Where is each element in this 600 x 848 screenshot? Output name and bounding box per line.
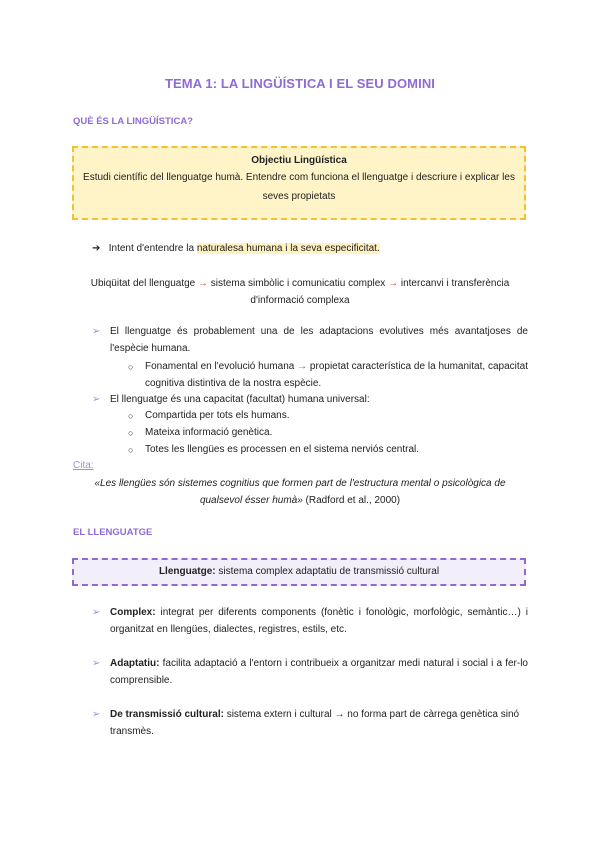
list-subitem [128,442,528,459]
circle-bullet-icon: ○ [128,445,134,455]
feature-item [92,707,528,740]
objective-box [72,146,526,220]
triangle-bullet-icon: ➢ [92,709,101,720]
arrow-icon: ➔ [92,243,101,254]
quote-paragraph [72,475,528,509]
definition-term: Llenguatge: [158,566,216,577]
circle-bullet-icon: ○ [128,362,134,372]
page-title: TEMA 1: LA LINGÜÍSTICA I EL SEU DOMINI [164,76,436,91]
feature-item [92,605,528,638]
feature-text: integrat per diferents components (fonètic i fonològic, morfològic, semàntic…) i organitzat en llengües, dialectes, registres, estils, etc. [110,607,528,635]
feature-term: Adaptatiu: [110,658,160,669]
feature-term: Complex: [110,607,156,618]
list-item-text: El llenguatge és una capacitat (facultat) humana universal: [110,394,370,405]
list-subitem-text: Mateixa informació genètica. [145,427,273,438]
list-subitem-text-a: Fonamental en l'evolució humana [145,361,298,372]
red-arrow-icon: → [297,361,308,372]
section-heading-linguistica: QUÈ ÉS LA LINGÜÍSTICA? [73,116,193,127]
circle-bullet-icon: ○ [128,428,134,438]
circle-bullet-icon: ○ [128,411,134,421]
list-subitem [128,359,528,392]
list-subitem-text: Compartida per tots els humans. [145,410,290,421]
feature-term: De transmissió cultural: [110,709,224,720]
triangle-bullet-icon: ➢ [92,326,101,337]
ubiquity-text-a: Ubiqüitat del llenguatge [90,278,199,289]
list-item [92,324,528,357]
list-subitem-text: Totes les llengües es processen en el sistema nerviós central. [145,444,420,455]
feature-text: sistema extern i cultural → no forma part de càrrega genètica sinó transmès. [110,709,520,737]
list-subitem [128,408,528,425]
cita-link[interactable]: Cita: [73,460,94,471]
arrow-point-text: Intent d'entendre la [108,243,197,254]
triangle-bullet-icon: ➢ [92,658,101,669]
arrow-point [92,243,380,254]
triangle-bullet-icon: ➢ [92,607,101,618]
list-subitem [128,425,528,442]
list-item-text: El llenguatge és probablement una de les adaptacions evolutives més avantatjoses de l'espècie humana. [110,326,528,354]
definition-box [72,558,526,586]
feature-text: facilita adaptació a l'entorn i contribueix a organitzar medi natural i social i a fer-lo comprensible. [110,658,528,686]
ubiquity-text-c: intercanvi i transferència d'informació complexa [250,278,510,306]
red-arrow-icon: → [198,278,209,289]
list-item [92,392,528,409]
triangle-bullet-icon: ➢ [92,394,101,405]
list-subitem-text-b: propietat característica de la humanitat, capacitat cognitiva distintiva de la nostra espècie. [145,361,528,389]
quote-reference: (Radford et al., 2000) [302,495,401,506]
quote-text: «Les llengües són sistemes cognitius que formen part de l'estructura mental o psicològica de qualsevol ésser humà» [94,478,506,506]
definition-text: sistema complex adaptatiu de transmissió cultural [215,566,440,577]
objective-body: Estudi científic del llenguatge humà. Entendre com funciona el llenguatge i descriure i explicar les seves propietats [83,172,515,202]
objective-title: Objectiu Lingüística [251,155,347,166]
ubiquity-paragraph [72,275,528,309]
highlighted-text: naturalesa humana i la seva especificitat. [196,243,380,254]
red-arrow-icon: → [388,278,399,289]
section-heading-llenguatge: EL LLENGUATGE [73,527,153,538]
feature-item [92,656,528,689]
ubiquity-text-b: sistema simbòlic i comunicatiu complex [208,278,389,289]
